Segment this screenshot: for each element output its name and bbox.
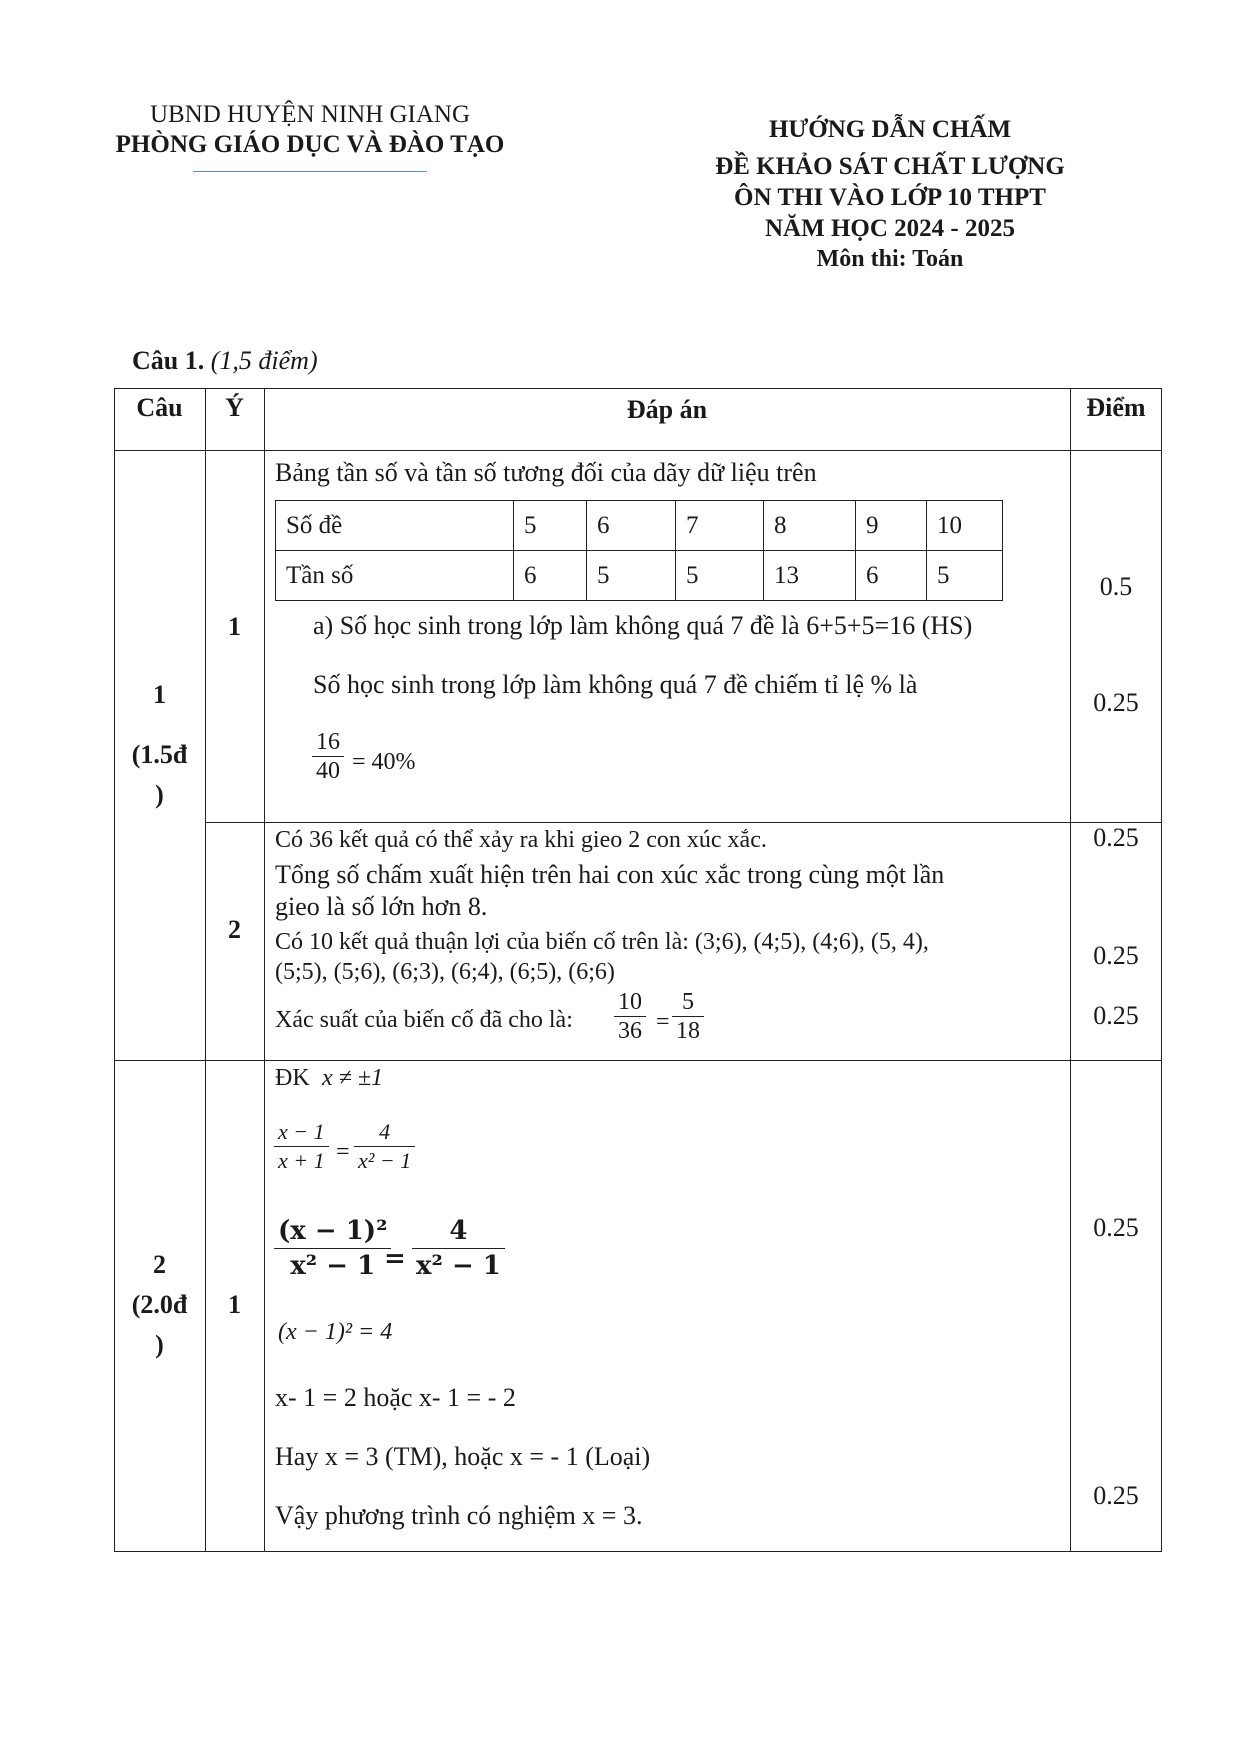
fraction-denominator: 40 — [316, 758, 340, 784]
equation1-equals: = — [336, 1139, 350, 1165]
table-row — [276, 501, 1003, 551]
condition-label: ĐK — [275, 1065, 310, 1091]
header-right — [630, 114, 1150, 275]
frequency-table — [275, 500, 1003, 601]
equation2-left — [274, 1214, 391, 1283]
freq-cell: 5 — [587, 551, 676, 601]
doc-title: ĐỀ KHẢO SÁT CHẤT LƯỢNG — [715, 153, 1065, 180]
fraction-denominator: x² − 1 — [416, 1251, 501, 1281]
school-year: NĂM HỌC 2024 - 2025 — [765, 215, 1015, 242]
q1-part2-score-2: 0.25 — [1093, 941, 1139, 970]
q1-points-close: ) — [155, 780, 164, 809]
percent-result: = 40% — [352, 749, 416, 775]
q1-part2-number: 2 — [228, 915, 241, 944]
q2-score-2: 0.25 — [1093, 1481, 1139, 1510]
col-divider-1 — [205, 388, 206, 1552]
q1-part2-line4: Có 10 kết quả thuận lợi của biến cố trên là: (3;6), (4;5), (4;6), (5, 4), — [275, 929, 929, 955]
fraction-16-40 — [312, 728, 344, 785]
header-underline — [193, 171, 427, 172]
fraction-denominator: x² − 1 — [290, 1251, 376, 1281]
q1-points: (1.5đ — [131, 740, 188, 769]
q1-part1-line-a: a) Số học sinh trong lớp làm không quá 7 đề là 6+5+5=16 (HS) — [313, 611, 973, 640]
table-row — [276, 551, 1003, 601]
freq-cell: 13 — [764, 551, 856, 601]
section-points: (1,5 điểm) — [210, 346, 318, 375]
q1-part1-number: 1 — [228, 612, 241, 641]
q1-part2-line5: (5;5), (5;6), (6;3), (6;4), (6;5), (6;6) — [275, 959, 615, 985]
col-header-diem: Điểm — [1086, 393, 1146, 422]
equation3: (x − 1)² = 4 — [278, 1319, 393, 1345]
equation1-right — [354, 1118, 415, 1175]
q2-score-1: 0.25 — [1093, 1213, 1139, 1242]
q2-points: (2.0đ — [131, 1290, 188, 1319]
fraction-denominator: 18 — [676, 1018, 700, 1044]
q1-part1-line-b: Số học sinh trong lớp làm không quá 7 đề chiếm tỉ lệ % là — [313, 670, 918, 699]
q1-part1-score-2: 0.25 — [1093, 688, 1139, 717]
q1-part1-intro: Bảng tần số và tần số tương đối của dãy dữ liệu trên — [275, 458, 817, 487]
q2-part1-number: 1 — [228, 1290, 241, 1319]
section-label: Câu 1. — [132, 346, 205, 375]
freq-cell: 5 — [927, 551, 1003, 601]
q2-line6: Vậy phương trình có nghiệm x = 3. — [275, 1501, 643, 1530]
fraction-denominator: x² − 1 — [358, 1148, 412, 1173]
fraction-numerator: 10 — [618, 989, 642, 1015]
fraction-numerator: 4 — [379, 1119, 391, 1144]
q1-bottom — [114, 1060, 1162, 1061]
freq-cell: 7 — [676, 501, 764, 551]
subject: Môn thi: Toán — [816, 246, 964, 272]
equation1-left — [274, 1118, 329, 1175]
q1-part2-line1: Có 36 kết quả có thể xảy ra khi gieo 2 con xúc xắc. — [275, 827, 767, 853]
freq-cell: 10 — [927, 501, 1003, 551]
col-header-y: Ý — [225, 393, 244, 422]
freq-row-label: Tần số — [276, 551, 514, 601]
q1-part-divider — [205, 822, 1162, 823]
fraction-numerator: 5 — [682, 989, 694, 1015]
q1-part2-score-1: 0.25 — [1093, 823, 1139, 852]
equation2-right — [412, 1214, 505, 1283]
col-header-cau: Câu — [136, 393, 183, 422]
header-left — [90, 100, 530, 172]
fraction-numerator: (x − 1)² — [278, 1216, 388, 1246]
equation2-equals: = — [384, 1244, 406, 1274]
col-divider-2 — [264, 388, 265, 1552]
fraction-numerator: x − 1 — [278, 1119, 325, 1144]
freq-cell: 5 — [676, 551, 764, 601]
header-row-bottom — [114, 450, 1162, 451]
q1-part2-line2: Tổng số chấm xuất hiện trên hai con xúc xắc trong cùng một lần — [275, 860, 945, 889]
freq-cell: 6 — [856, 551, 927, 601]
q1-part2-line3: gieo là số lớn hơn 8. — [275, 892, 488, 921]
district-name: UBND HUYỆN NINH GIANG — [149, 101, 471, 128]
doc-type: HƯỚNG DẪN CHẤM — [768, 116, 1012, 143]
q1-part2-score-3: 0.25 — [1093, 1001, 1139, 1030]
fraction-numerator: 4 — [449, 1216, 468, 1246]
freq-cell: 5 — [514, 501, 587, 551]
q1-number: 1 — [153, 680, 166, 709]
department-name: PHÒNG GIÁO DỤC VÀ ĐÀO TẠO — [115, 131, 505, 158]
freq-cell: 8 — [764, 501, 856, 551]
fraction-5-18 — [672, 988, 704, 1045]
q2-line5: Hay x = 3 (TM), hoặc x = - 1 (Loại) — [275, 1442, 651, 1471]
fraction-denominator: 36 — [618, 1018, 642, 1044]
condition-expression: x ≠ ±1 — [322, 1065, 383, 1091]
q1-part1-score-1: 0.5 — [1099, 572, 1133, 601]
fraction-denominator: x + 1 — [278, 1148, 325, 1173]
equals-sign: = — [656, 1009, 670, 1035]
q2-number: 2 — [153, 1250, 166, 1279]
doc-subtitle: ÔN THI VÀO LỚP 10 THPT — [734, 184, 1046, 211]
section-title — [132, 346, 318, 376]
fraction-10-36 — [614, 988, 646, 1045]
freq-cell: 6 — [514, 551, 587, 601]
freq-cell: 9 — [856, 501, 927, 551]
q2-points-close: ) — [155, 1330, 164, 1359]
col-header-dap-an: Đáp án — [626, 395, 708, 424]
freq-cell: 6 — [587, 501, 676, 551]
q1-part2-line6: Xác suất của biến cố đã cho là: — [275, 1007, 573, 1033]
freq-header-label: Số đề — [276, 501, 514, 551]
q2-line4: x- 1 = 2 hoặc x- 1 = - 2 — [275, 1383, 516, 1412]
fraction-numerator: 16 — [316, 729, 340, 755]
